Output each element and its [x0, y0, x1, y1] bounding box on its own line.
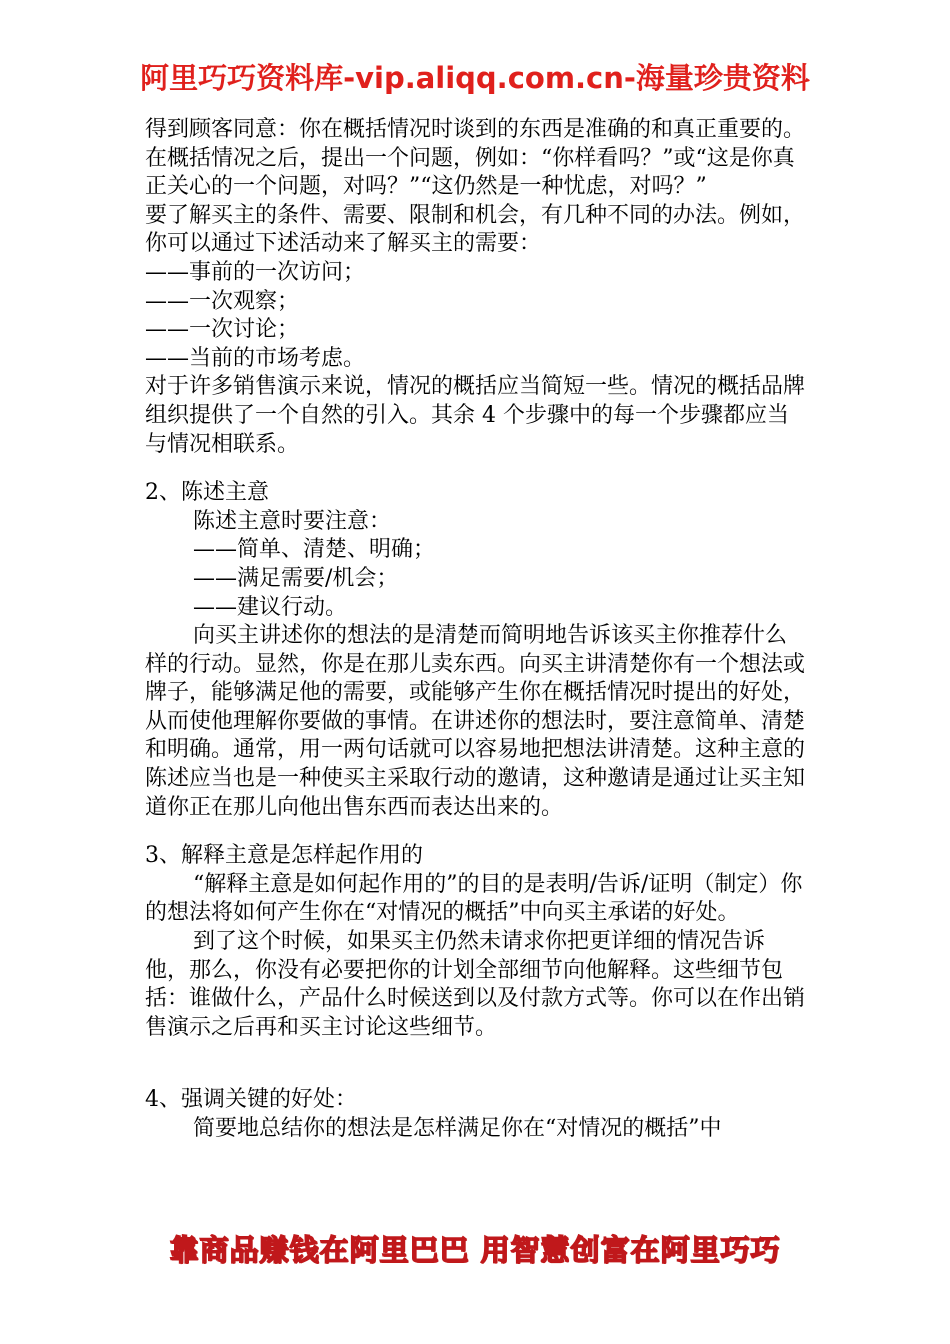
document-body	[145, 116, 805, 1144]
list-item: ——事前的一次访问；	[145, 259, 366, 285]
list-item: ——一次讨论；	[145, 317, 300, 343]
header-banner: 阿里巧巧资料库-vip.aliqq.com.cn-海量珍贵资料	[140, 61, 810, 95]
list-item: ——建议行动。	[193, 594, 348, 620]
list-item: ——简单、清楚、明确；	[193, 537, 436, 563]
list-item: ——满足需要/机会；	[193, 565, 399, 591]
paragraph: 要了解买主的条件、需要、限制和机会，有几种不同的办法。例如，你可以通过下述活动来了解买主的需要：	[145, 202, 806, 257]
section-heading: 2、陈述主意	[145, 480, 269, 506]
footer-banner: 靠商品赚钱在阿里巴巴 用智慧创富在阿里巧巧	[169, 1233, 781, 1267]
spacer	[145, 1042, 805, 1086]
paragraph: 得到顾客同意：你在概括情况时谈到的东西是准确的和真正重要的。	[145, 117, 806, 142]
spacer	[145, 822, 805, 842]
paragraph: 对于许多销售演示来说，情况的概括应当简短一些。情况的概括品牌组织提供了一个自然的引入。其余 4 个步骤中的每一个步骤都应当与情况相联系。	[145, 374, 806, 457]
list-item: ——当前的市场考虑。	[145, 345, 366, 371]
spacer	[145, 459, 805, 479]
paragraph: 在概括情况之后，提出一个问题，例如：“你样看吗？”或“这是你真正关心的一个问题，对吗？”“这仍然是一种忧虑，对吗？”	[145, 145, 795, 200]
paragraph: 到了这个时候，如果买主仍然未请求你把更详细的情况告诉他，那么，你没有必要把你的计划全部细节向他解释。这些细节包括：谁做什么，产品什么时候送到以及付款方式等。你可以在作出销售演示之后再和买主讨论这些细节。	[145, 929, 806, 1040]
paragraph: 简要地总结你的想法是怎样满足你在“对情况的概括”中	[193, 1116, 722, 1141]
list-item: ——一次观察；	[145, 288, 300, 314]
paragraph: “解释主意是如何起作用的”的目的是表明/告诉/证明（制定）你的想法将如何产生你在“对情况的概括”中向买主承诺的好处。	[145, 871, 803, 926]
paragraph: 向买主讲述你的想法的是清楚而简明地告诉该买主你推荐什么样的行动。显然，你是在那儿卖东西。向买主讲清楚你有一个想法或牌子，能够满足他的需要，或能够产生你在概括情况时提出的好处，从而使他理解你要做的事情。在讲述你的想法时，要注意简单、清楚和明确。通常，用一两句话就可以容易地把想法讲清楚。这种主意的陈述应当也是一种使买主采取行动的邀请，这种邀请是通过让买主知道你正在那儿向他出售东西而表达出来的。	[145, 623, 806, 820]
section-intro: 陈述主意时要注意：	[193, 508, 392, 534]
section-heading: 3、解释主意是怎样起作用的	[145, 843, 423, 869]
section-heading: 4、强调关键的好处：	[145, 1087, 357, 1113]
